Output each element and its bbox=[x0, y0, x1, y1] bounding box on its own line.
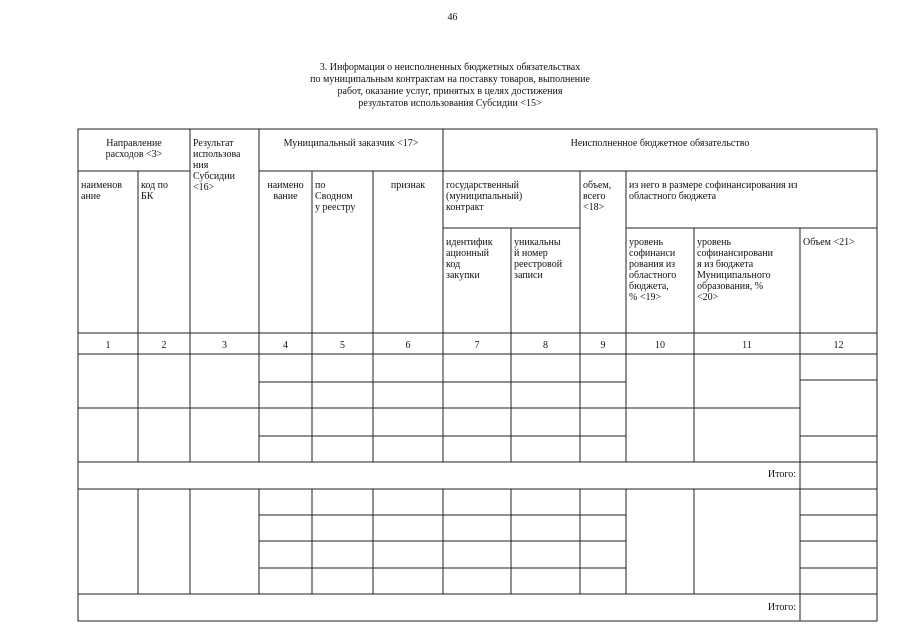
header-bk-code: код по БК bbox=[141, 180, 169, 202]
header-direction: Направление расходов <3> bbox=[105, 138, 163, 160]
header-name1: наименов ание bbox=[81, 180, 122, 202]
header-level-regional: уровень софинанси рования из областного бюджета, % <19> bbox=[629, 237, 677, 303]
header-volume-total: объем, всего <18> bbox=[583, 180, 612, 213]
header-customer: Муниципальный заказчик <17> bbox=[283, 138, 419, 149]
column-number: 11 bbox=[742, 340, 752, 351]
column-number: 8 bbox=[543, 340, 548, 351]
total-label: Итого: bbox=[767, 602, 796, 613]
header-registry-no: уникальны й номер реестровой записи bbox=[514, 237, 563, 281]
column-number: 9 bbox=[600, 340, 606, 351]
header-result: Результат использова ния Субсидии <16> bbox=[193, 138, 241, 193]
header-cofinance: из него в размере софинансирования из областного бюджета bbox=[629, 180, 798, 202]
column-number: 6 bbox=[405, 340, 411, 351]
header-level-municipal: уровень софинансировани я из бюджета Муниципального образования, % <20> bbox=[697, 237, 773, 303]
column-number: 3 bbox=[222, 340, 227, 351]
header-contract: государственный (муниципальный) контракт bbox=[446, 180, 523, 213]
title-line: по муниципальным контрактам на поставку товаров, выполнение bbox=[310, 74, 590, 85]
header-obligation: Неисполненное бюджетное обязательство bbox=[570, 138, 750, 149]
column-number: 2 bbox=[161, 340, 167, 351]
column-number: 1 bbox=[105, 340, 111, 351]
column-number: 10 bbox=[655, 340, 665, 351]
column-number: 5 bbox=[340, 340, 345, 351]
header-sign: признак bbox=[390, 180, 426, 191]
column-number: 4 bbox=[283, 340, 288, 351]
header-consolidated: по Сводном у реестру bbox=[315, 180, 356, 213]
column-number: 7 bbox=[474, 340, 480, 351]
title-line: 3. Информация о неисполненных бюджетных обязательствах bbox=[319, 62, 581, 73]
header-volume21: Объем <21> bbox=[803, 237, 855, 248]
header-name2: наимено вание bbox=[267, 180, 304, 202]
total-label: Итого: bbox=[767, 469, 796, 480]
title-line: результатов использования Субсидии <15> bbox=[358, 98, 542, 109]
column-number: 12 bbox=[833, 340, 844, 351]
page-number: 46 bbox=[447, 12, 458, 23]
header-purchase-id: идентифик ационный код закупки bbox=[446, 237, 493, 281]
title-line: работ, оказание услуг, принятых в целях достижения bbox=[337, 86, 563, 97]
